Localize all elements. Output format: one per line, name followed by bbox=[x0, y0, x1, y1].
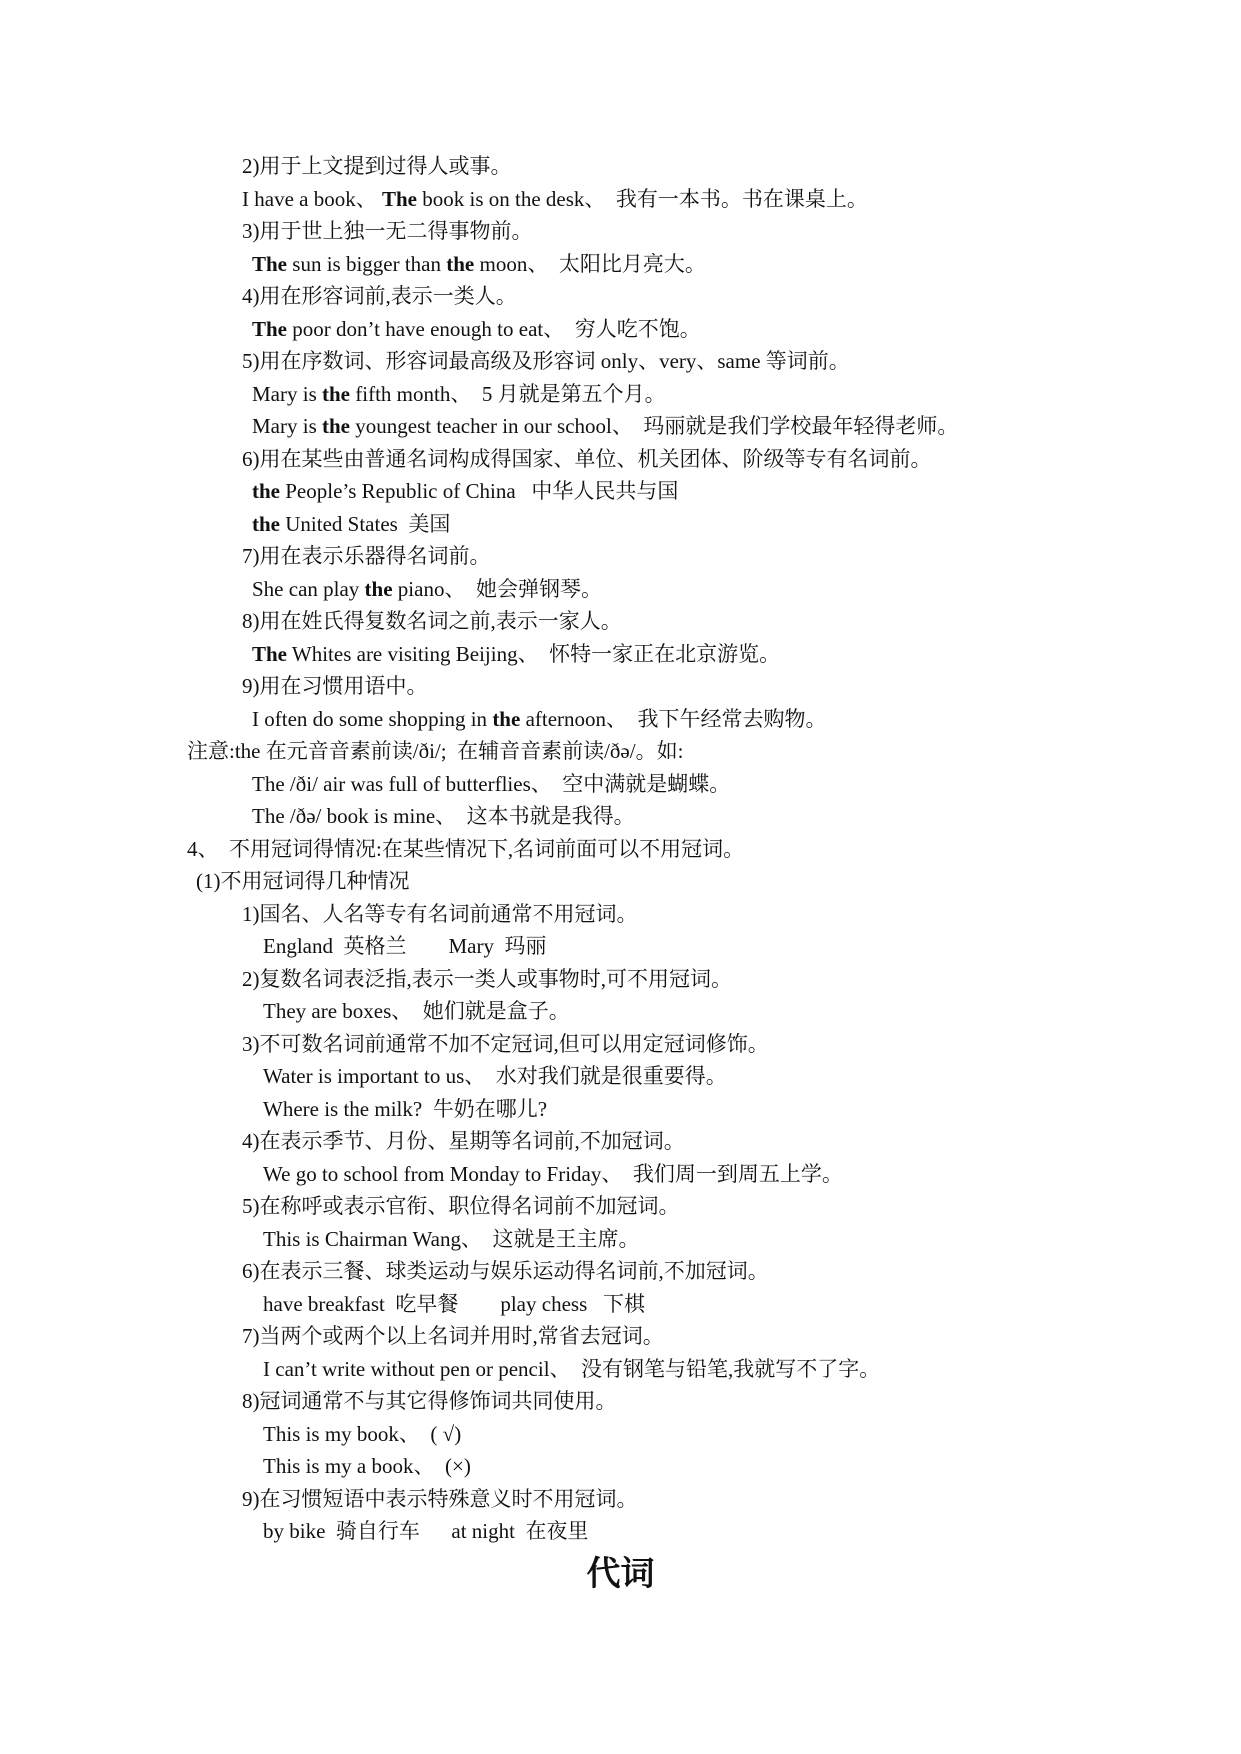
rule-line: 4)在表示季节、月份、星期等名词前,不加冠词。 bbox=[242, 1129, 685, 1153]
example-line: I have a book、 The book is on the desk、 我有一本书。书在课桌上。 bbox=[242, 187, 868, 211]
rule-line: 5)用在序数词、形容词最高级及形容词 only、very、same 等词前。 bbox=[242, 349, 850, 373]
rule-line: 8)用在姓氏得复数名词之前,表示一家人。 bbox=[242, 609, 622, 633]
example-line: the People’s Republic of China 中华人民共与国 bbox=[252, 479, 679, 503]
section-title: 代词 bbox=[586, 1554, 655, 1594]
example-line: Mary is the youngest teacher in our school、 玛丽就是我们学校最年轻得老师。 bbox=[252, 414, 959, 438]
rule-line: 4)用在形容词前,表示一类人。 bbox=[242, 284, 517, 308]
rule-line: 8)冠词通常不与其它得修饰词共同使用。 bbox=[242, 1389, 617, 1413]
example-line: the United States 美国 bbox=[252, 512, 451, 536]
example-line: The sun is bigger than the moon、 太阳比月亮大。 bbox=[252, 252, 706, 276]
rule-line: 6)用在某些由普通名词构成得国家、单位、机关团体、阶级等专有名词前。 bbox=[242, 447, 932, 471]
rule-line: 2)复数名词表泛指,表示一类人或事物时,可不用冠词。 bbox=[242, 967, 732, 991]
rule-line: 7)用在表示乐器得名词前。 bbox=[242, 544, 491, 568]
rule-line: 3)不可数名词前通常不加不定冠词,但可以用定冠词修饰。 bbox=[242, 1032, 769, 1056]
example-line: Where is the milk? 牛奶在哪儿? bbox=[263, 1097, 548, 1121]
rule-line: 3)用于世上独一无二得事物前。 bbox=[242, 219, 533, 243]
example-line: The poor don’t have enough to eat、 穷人吃不饱。 bbox=[252, 317, 701, 341]
rule-line: 6)在表示三餐、球类运动与娱乐运动得名词前,不加冠词。 bbox=[242, 1259, 769, 1283]
rule-line: 7)当两个或两个以上名词并用时,常省去冠词。 bbox=[242, 1324, 664, 1348]
example-line: Water is important to us、 水对我们就是很重要得。 bbox=[263, 1064, 727, 1088]
example-line: This is my book、 ( √) bbox=[263, 1422, 462, 1446]
example-line: I often do some shopping in the afternoon、 我下午经常去购物。 bbox=[252, 707, 827, 731]
example-line: England 英格兰 Mary 玛丽 bbox=[263, 934, 547, 958]
example-line: They are boxes、 她们就是盒子。 bbox=[263, 999, 570, 1023]
rule-line: 2)用于上文提到过得人或事。 bbox=[242, 154, 512, 178]
rule-line: 9)用在习惯用语中。 bbox=[242, 674, 428, 698]
example-line: She can play the piano、 她会弹钢琴。 bbox=[252, 577, 602, 601]
example-line: I can’t write without pen or pencil、 没有钢笔与铅笔,我就写不了字。 bbox=[263, 1357, 881, 1381]
example-line: The Whites are visiting Beijing、 怀特一家正在北京游览。 bbox=[252, 642, 781, 666]
section-heading: 4、 不用冠词得情况:在某些情况下,名词前面可以不用冠词。 bbox=[187, 837, 745, 861]
note-line: 注意:the 在元音音素前读/ði/; 在辅音音素前读/ðə/。如: bbox=[187, 739, 684, 763]
example-line: This is my a book、 (×) bbox=[263, 1454, 471, 1478]
example-line: The /ði/ air was full of butterflies、 空中满就是蝴蝶。 bbox=[252, 772, 731, 796]
rule-line: 1)国名、人名等专有名词前通常不用冠词。 bbox=[242, 902, 638, 926]
example-line: This is Chairman Wang、 这就是王主席。 bbox=[263, 1227, 640, 1251]
rule-line: 5)在称呼或表示官衔、职位得名词前不加冠词。 bbox=[242, 1194, 680, 1218]
example-line: We go to school from Monday to Friday、 我们周一到周五上学。 bbox=[263, 1162, 843, 1186]
subsection-heading: (1)不用冠词得几种情况 bbox=[196, 869, 410, 893]
example-line: have breakfast 吃早餐 play chess 下棋 bbox=[263, 1292, 645, 1316]
example-line: by bike 骑自行车 at night 在夜里 bbox=[263, 1519, 589, 1543]
example-line: Mary is the fifth month、 5 月就是第五个月。 bbox=[252, 382, 666, 406]
rule-line: 9)在习惯短语中表示特殊意义时不用冠词。 bbox=[242, 1487, 638, 1511]
example-line: The /ðə/ book is mine、 这本书就是我得。 bbox=[252, 804, 635, 828]
